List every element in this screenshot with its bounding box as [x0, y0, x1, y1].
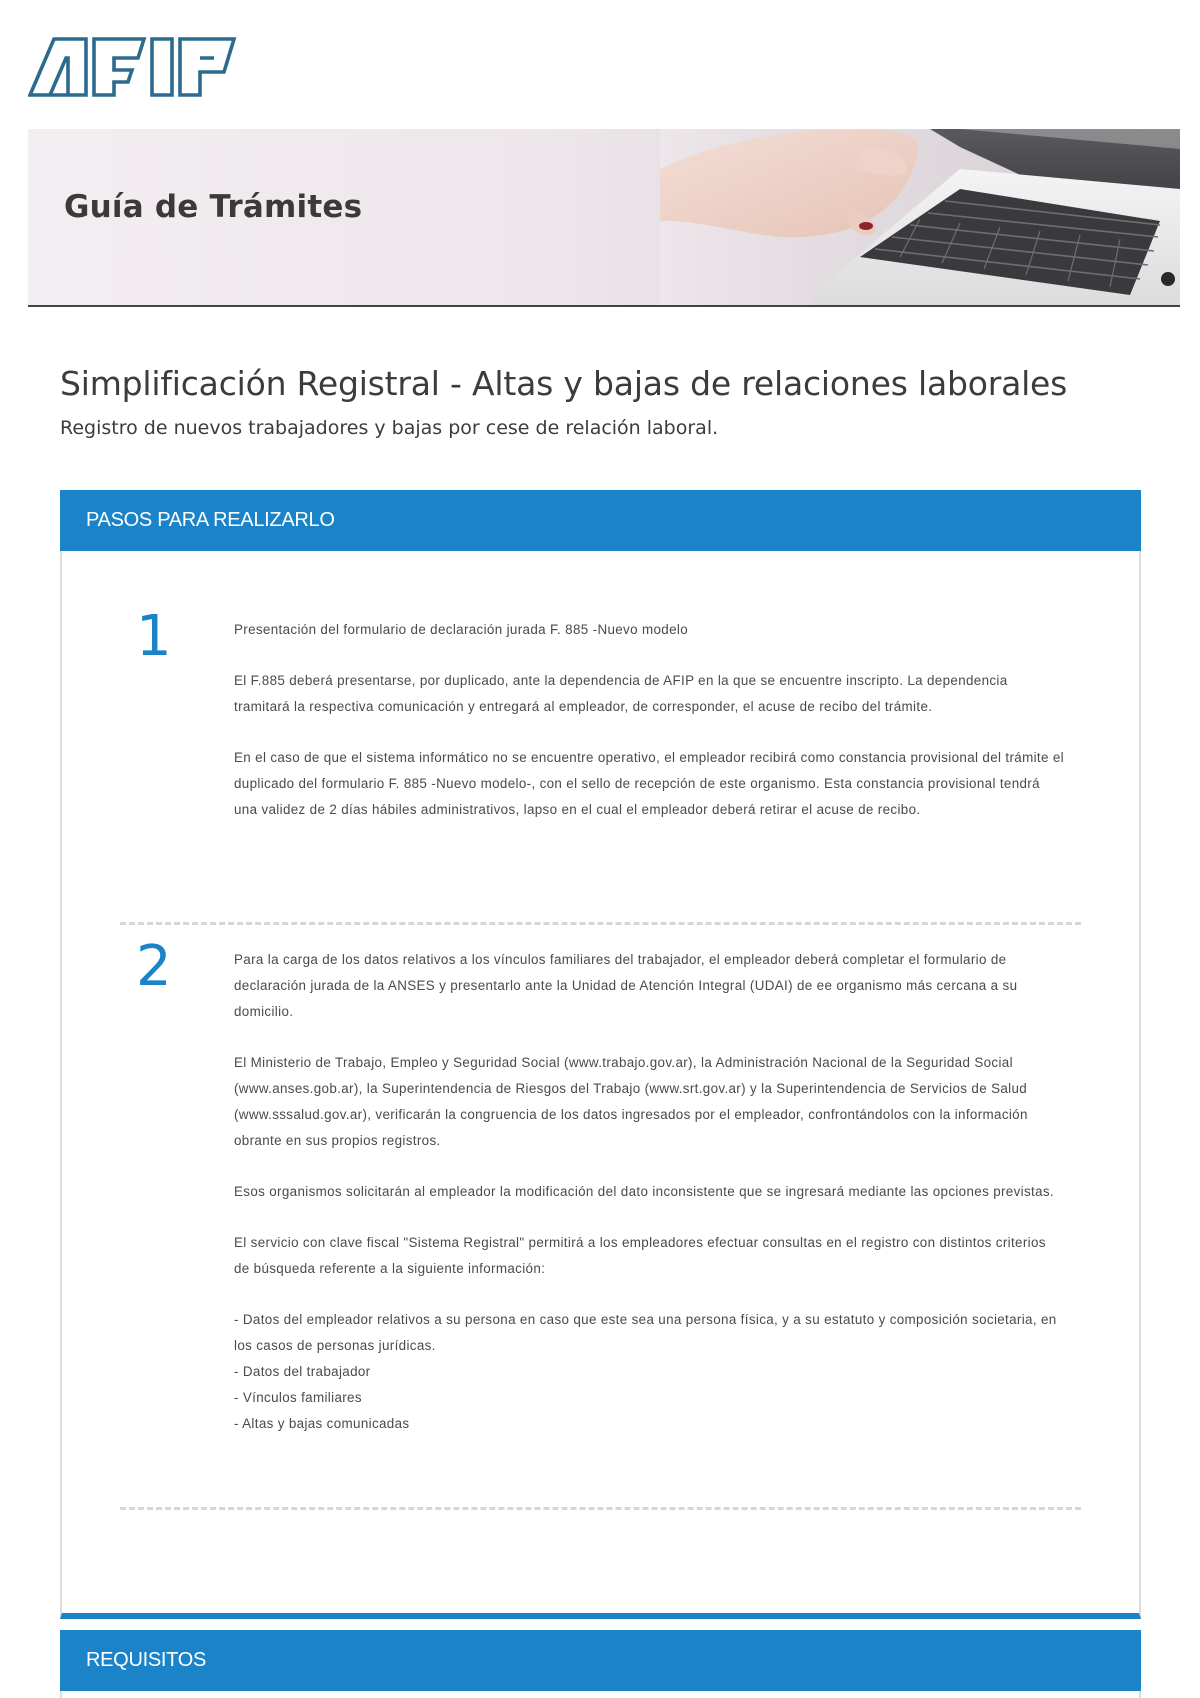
step-number: 1: [136, 604, 172, 669]
list-item: - Vínculos familiares: [234, 1390, 362, 1405]
step-paragraph: El servicio con clave fiscal "Sistema Registral" permitirá a los empleadores efectuar consultas en el registro con distintos criterios de búsqueda referente a la siguiente información:: [234, 1235, 1046, 1276]
step-paragraph: El F.885 deberá presentarse, por duplicado, ante la dependencia de AFIP en la que se encuentre inscripto. La dependencia tramitará la respectiva comunicación y entregará al empleador, de corresponder, el acuse de recibo del trámite.: [234, 673, 1008, 714]
page-subtitle: Registro de nuevos trabajadores y bajas por cese de relación laboral.: [60, 417, 719, 439]
laptop-photo: [660, 129, 1180, 305]
step-paragraph: Esos organismos solicitarán al empleador la modificación del dato inconsistente que se ingresará mediante las opciones previstas.: [234, 1184, 1054, 1199]
banner: [28, 129, 1180, 307]
list-item: - Datos del trabajador: [234, 1364, 371, 1379]
step-paragraph: Presentación del formulario de declaración jurada F. 885 -Nuevo modelo: [234, 622, 688, 637]
requisitos-section-header[interactable]: REQUISITOS: [60, 1630, 1141, 1691]
requisitos-section-body: [60, 1691, 1141, 1698]
step-divider: [120, 1507, 1081, 1510]
afip-logo-icon: [28, 36, 238, 98]
list-item: - Altas y bajas comunicadas: [234, 1416, 410, 1431]
step-content: [234, 617, 1064, 848]
list-item: - Datos del empleador relativos a su persona en caso que este sea una persona física, y a su estatuto y composición societaria, en los casos de personas jurídicas.: [234, 1312, 1057, 1353]
step-divider: [120, 922, 1081, 925]
step-list: [234, 1307, 1064, 1437]
afip-logo[interactable]: [28, 36, 238, 98]
step-paragraph: Para la carga de los datos relativos a los vínculos familiares del trabajador, el empleador deberá completar el formulario de declaración jurada de la ANSES y presentarlo ante la Unidad de Atención Integral (UDAI) de ee organismo más cercana a su domicilio.: [234, 952, 1018, 1019]
step-number: 2: [136, 934, 172, 999]
page-title: Simplificación Registral - Altas y bajas de relaciones laborales: [60, 364, 1068, 403]
step-paragraph: En el caso de que el sistema informático no se encuentre operativo, el empleador recibirá como constancia provisional del trámite el duplicado del formulario F. 885 -Nuevo modelo-, con el sello de recepción de este organismo. Esta constancia provisional tendrá una validez de 2 días hábiles administrativos, lapso en el cual el empleador deberá retirar el acuse de recibo.: [234, 750, 1064, 817]
pasos-section-header[interactable]: PASOS PARA REALIZARLO: [60, 490, 1141, 551]
step-paragraph: El Ministerio de Trabajo, Empleo y Seguridad Social (www.trabajo.gov.ar), la Administración Nacional de la Seguridad Social (www.anses.gob.ar), la Superintendencia de Riesgos del Trabajo (www.srt.gov.ar) y la Superintendencia de Servicios de Salud (www.sssalud.gov.ar), verificarán la congruencia de los datos ingresados por el empleador, confrontándolos con la información obrante en sus propios registros.: [234, 1055, 1028, 1148]
step-content: [234, 947, 1064, 1437]
banner-title: Guía de Trámites: [64, 189, 363, 225]
